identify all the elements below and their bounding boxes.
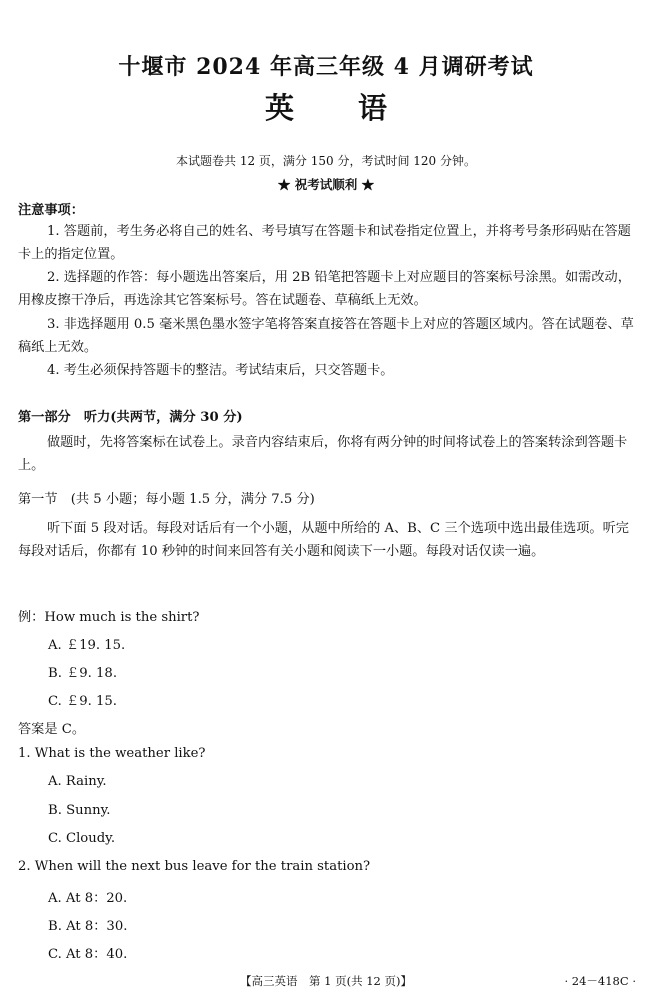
example-question: 例：How much is the shirt? bbox=[18, 610, 200, 625]
example-option-a: A. ￡19. 15. bbox=[48, 638, 126, 653]
part1-intro: 做题时，先将答案标在试卷上。录音内容结束后，你将有两分钟的时间将试卷上的答案转涂到答题卡上。 bbox=[18, 435, 628, 473]
example-answer: 答案是 C。 bbox=[18, 722, 86, 737]
question-1-stem: 1. What is the weather like? bbox=[18, 746, 206, 761]
question-1-option-b: B. Sunny. bbox=[48, 803, 111, 818]
section1-intro: 听下面 5 段对话。每段对话后有一个小题，从题中所给的 A、B、C 三个选项中选出最佳选项。听完每段对话后，你都有 10 秒钟的时间来回答有关小题和阅读下一小题。每段对话仅读一遍。 bbox=[18, 521, 629, 559]
question-1-option-a: A. Rainy. bbox=[48, 774, 107, 789]
question-2-option-a: A. At 8：20. bbox=[48, 891, 128, 906]
question-2-option-b: B. At 8：30. bbox=[48, 919, 128, 934]
part1-heading: 第一部分 听力(共两节，满分 30 分) bbox=[18, 410, 243, 425]
subject-char-1: 英 bbox=[264, 91, 294, 125]
example-option-b: B. ￡9. 18. bbox=[48, 666, 118, 681]
exam-info: 本试题卷共 12 页，满分 150 分，考试时间 120 分钟。 bbox=[176, 154, 476, 168]
example-option-c: C. ￡9. 15. bbox=[48, 694, 117, 709]
exam-code: · 24－418C · bbox=[564, 974, 636, 988]
note-item-1: 1. 答题前，考生务必将自己的姓名、考号填写在答题卡和试卷指定位置上，并将考号条形码贴在答题卡上的指定位置。 bbox=[18, 224, 631, 262]
good-luck-banner: ★ 祝考试顺利 ★ bbox=[277, 177, 375, 192]
page-footer: 【高三英语 第 1 页(共 12 页)】 bbox=[239, 974, 413, 988]
question-2-option-c: C. At 8：40. bbox=[48, 947, 128, 962]
question-1-option-c: C. Cloudy. bbox=[48, 831, 116, 846]
note-item-2: 2. 选择题的作答：每小题选出答案后，用 2B 铅笔把答题卡上对应题目的答案标号涂黑。如需改动，用橡皮擦干净后，再选涂其它答案标号。答在试题卷、草稿纸上无效。 bbox=[18, 270, 631, 308]
exam-title: 十堰市 2024 年高三年级 4 月调研考试 bbox=[118, 54, 534, 80]
subject-char-2: 语 bbox=[358, 91, 388, 125]
section1-heading: 第一节 (共 5 小题；每小题 1.5 分，满分 7.5 分) bbox=[18, 492, 315, 507]
note-item-4: 4. 考生必须保持答题卡的整洁。考试结束后，只交答题卡。 bbox=[47, 363, 394, 378]
subject-title bbox=[0, 86, 652, 127]
notes-heading: 注意事项： bbox=[18, 203, 84, 218]
question-2-stem: 2. When will the next bus leave for the train station? bbox=[18, 859, 371, 874]
note-item-3: 3. 非选择题用 0.5 毫米黑色墨水签字笔将答案直接答在答题卡上对应的答题区域内。答在试题卷、草稿纸上无效。 bbox=[18, 317, 634, 355]
